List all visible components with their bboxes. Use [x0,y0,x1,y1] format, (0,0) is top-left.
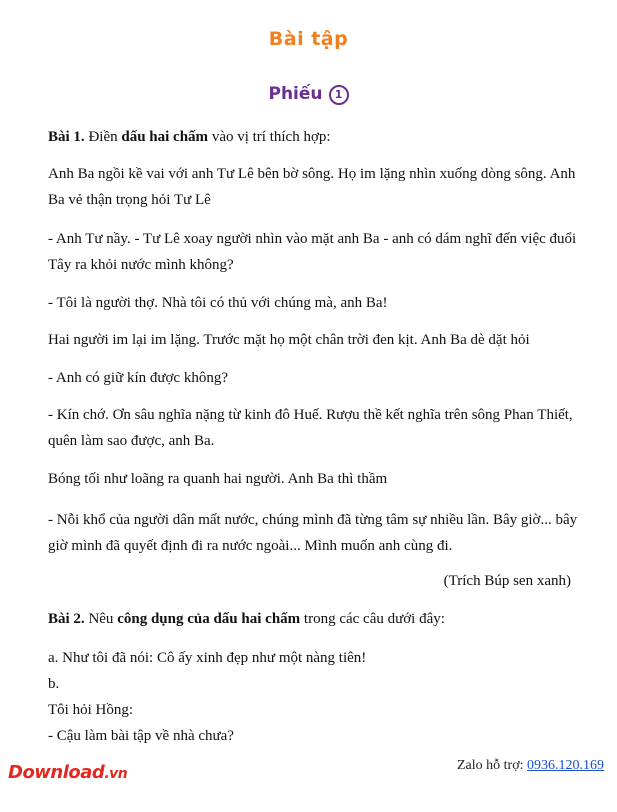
exercise-2-item-b: b. [48,676,60,692]
exercise-2-label: Bài 2. [48,611,85,627]
exercise-2-text-before: Nêu [84,611,118,627]
passage-paragraph: Anh Ba ngồi kề vai với anh Tư Lê bên bờ sông. Họ im lặng nhìn xuống dòng sông. Anh Ba vẻ thận trọng hỏi Tư Lê [48,166,576,208]
exercise-2-bold-phrase: công dụng của dấu hai chấm [117,611,301,627]
passage-paragraph: - Anh Tư nầy. - Tư Lê xoay người nhìn vào mặt anh Ba - anh có dám nghĩ đến việc đuổi Tây ra khỏi nước mình không? [48,231,577,273]
subtitle-label: Phiếu [268,84,323,104]
exercise-1-text-after: vào vị trí thích hợp: [208,129,331,145]
exercise-2-prompt [48,606,588,632]
exercise-2-text-after: trong các câu dưới đây: [300,611,445,627]
passage-paragraph: - Anh có giữ kín được không? [48,370,228,386]
exercise-2-item-a: a. Như tôi đã nói: Cô ấy xinh đẹp như một nàng tiên! [48,650,367,666]
brand-name: Download [8,762,105,783]
exercise-2-line: - Cậu làm bài tập về nhà chưa? [48,728,234,744]
exercise-1-label: Bài 1. [48,129,85,145]
passage-paragraph: - Tôi là người thợ. Nhà tôi có thủ với chúng mà, anh Ba! [48,295,388,311]
contact-phone-link[interactable]: 0936.120.169 [527,758,604,773]
exercise-1-bold-phrase: dấu hai chấm [121,129,209,145]
passage-paragraph: Bóng tối như loãng ra quanh hai người. Anh Ba thì thầm [48,471,388,487]
brand-logo[interactable] [8,762,127,783]
worksheet-subtitle [0,84,617,105]
passage-paragraph: - Kín chớ. Ơn sâu nghĩa nặng từ kinh đô Huế. Rượu thề kết nghĩa trên sông Phan Thiết, quên làm sao được, anh Ba. [48,407,573,449]
passage-paragraph: - Nỗi khổ của người dân mất nước, chúng mình đã từng tâm sự nhiều lần. Bây giờ... bây giờ mình đã quyết định đi ra nước ngoài... Mình muốn anh cùng đi. [48,512,578,554]
exercise-1-prompt [48,124,588,150]
brand-tld: .vn [104,766,128,782]
passage-source: (Trích Búp sen xanh) [443,573,571,589]
support-contact [457,758,604,774]
passage-paragraph: Hai người im lại im lặng. Trước mặt họ một chân trời đen kịt. Anh Ba dè dặt hỏi [48,332,530,348]
page-title: Bài tập [268,28,349,50]
contact-label: Zalo hỗ trợ: [457,758,527,773]
subtitle-number-badge: 1 [329,85,349,105]
exercise-2-line: Tôi hỏi Hồng: [48,702,133,718]
exercise-1-text-before: Điền [84,129,122,145]
